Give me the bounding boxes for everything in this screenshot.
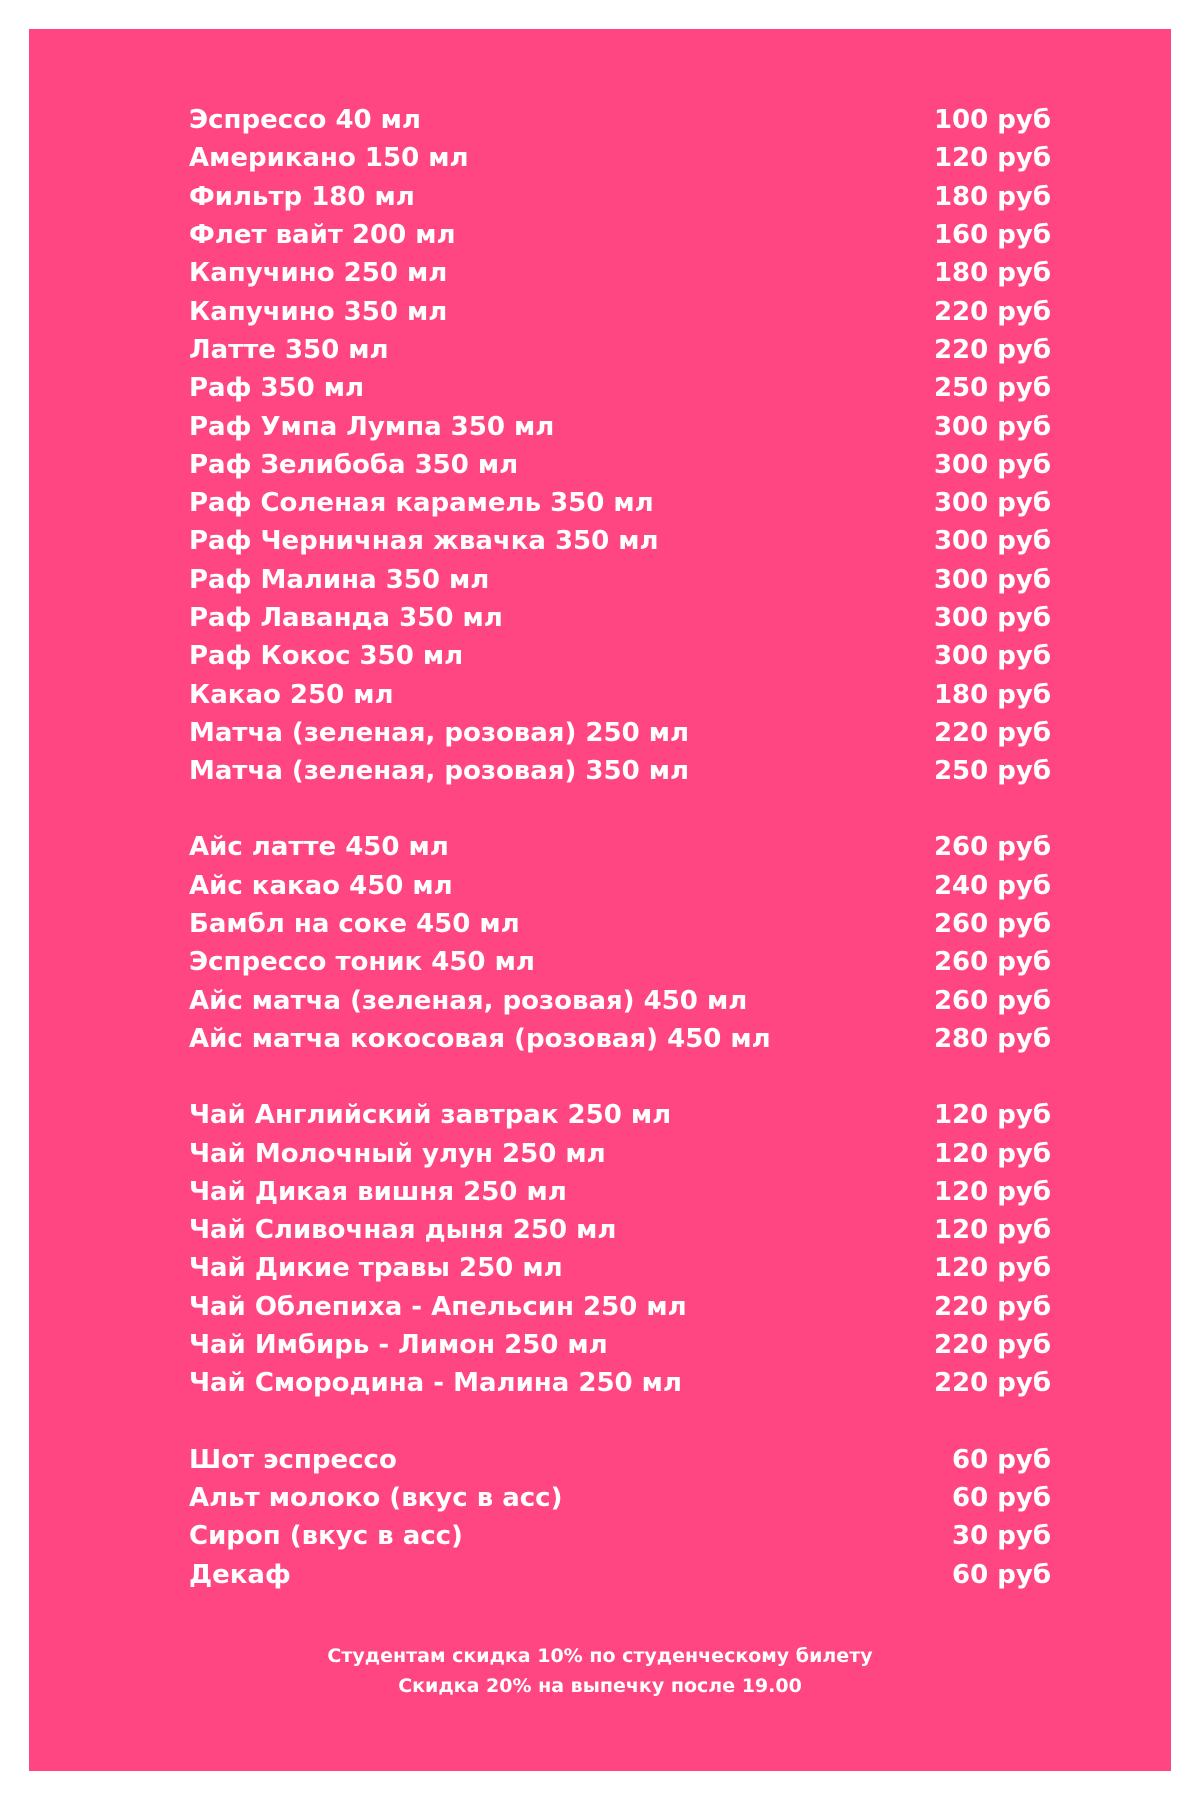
menu-item <box>189 178 1051 216</box>
menu-item <box>189 561 1051 599</box>
item-price: 280 руб <box>933 1023 1051 1054</box>
item-name: Матча (зеленая, розовая) 350 мл <box>189 756 690 787</box>
item-price: 60 руб <box>952 1444 1051 1475</box>
menu-item <box>189 139 1051 177</box>
menu-item <box>189 1288 1051 1326</box>
menu-item <box>189 637 1051 675</box>
item-price: 120 руб <box>933 143 1051 174</box>
item-price: 120 руб <box>933 1253 1051 1284</box>
menu-item <box>189 1479 1051 1517</box>
menu-list <box>189 101 1051 1594</box>
item-price: 220 руб <box>933 717 1051 748</box>
item-price: 260 руб <box>933 832 1051 863</box>
menu-item <box>189 254 1051 292</box>
item-name: Раф Умпа Лумпа 350 мл <box>189 411 555 442</box>
item-name: Раф Соленая карамель 350 мл <box>189 488 654 519</box>
item-name: Чай Смородина - Малина 250 мл <box>189 1368 682 1399</box>
item-name: Чай Имбирь - Лимон 250 мл <box>189 1330 608 1361</box>
menu-item <box>189 982 1051 1020</box>
menu-item <box>189 1134 1051 1172</box>
student-discount-note: Студентам скидка 10% по студенческому билету <box>327 1645 873 1667</box>
item-name: Чай Дикие травы 250 мл <box>189 1253 563 1284</box>
item-price: 260 руб <box>933 985 1051 1016</box>
menu-item <box>189 905 1051 943</box>
item-price: 60 руб <box>952 1559 1051 1590</box>
item-name: Капучино 250 мл <box>189 258 448 289</box>
pastry-discount-note: Скидка 20% на выпечку после 19.00 <box>398 1675 802 1697</box>
item-price: 220 руб <box>933 296 1051 327</box>
menu-item <box>189 1211 1051 1249</box>
item-name: Айс матча (зеленая, розовая) 450 мл <box>189 985 748 1016</box>
menu-item <box>189 943 1051 981</box>
item-name: Альт молоко (вкус в асс) <box>189 1482 563 1513</box>
item-name: Флет вайт 200 мл <box>189 220 456 251</box>
item-name: Раф Кокос 350 мл <box>189 641 464 672</box>
menu-board <box>29 29 1171 1771</box>
menu-item <box>189 599 1051 637</box>
item-price: 300 руб <box>933 564 1051 595</box>
item-name: Чай Английский завтрак 250 мл <box>189 1100 672 1131</box>
item-price: 250 руб <box>933 756 1051 787</box>
item-price: 220 руб <box>933 1330 1051 1361</box>
item-price: 180 руб <box>933 258 1051 289</box>
menu-item <box>189 292 1051 330</box>
section-extras <box>189 1441 1051 1594</box>
item-name: Раф 350 мл <box>189 373 365 404</box>
menu-item <box>189 407 1051 445</box>
item-name: Матча (зеленая, розовая) 250 мл <box>189 717 690 748</box>
menu-item <box>189 446 1051 484</box>
menu-item <box>189 1517 1051 1555</box>
item-name: Айс латте 450 мл <box>189 832 449 863</box>
item-name: Какао 250 мл <box>189 679 394 710</box>
menu-item <box>189 1326 1051 1364</box>
item-name: Раф Черничная жвачка 350 мл <box>189 526 659 557</box>
item-name: Чай Молочный улун 250 мл <box>189 1138 606 1169</box>
footer-notes <box>29 1641 1171 1701</box>
item-price: 220 руб <box>933 334 1051 365</box>
item-price: 300 руб <box>933 411 1051 442</box>
item-price: 260 руб <box>933 947 1051 978</box>
menu-item <box>189 484 1051 522</box>
item-name: Декаф <box>189 1559 291 1590</box>
item-name: Айс какао 450 мл <box>189 870 453 901</box>
menu-item <box>189 867 1051 905</box>
item-price: 300 руб <box>933 526 1051 557</box>
menu-item <box>189 369 1051 407</box>
menu-item <box>189 101 1051 139</box>
menu-item <box>189 1555 1051 1593</box>
item-price: 160 руб <box>933 220 1051 251</box>
item-name: Айс матча кокосовая (розовая) 450 мл <box>189 1023 771 1054</box>
item-name: Эспрессо тоник 450 мл <box>189 947 535 978</box>
item-price: 300 руб <box>933 488 1051 519</box>
item-name: Раф Зелибоба 350 мл <box>189 449 519 480</box>
item-price: 220 руб <box>933 1291 1051 1322</box>
item-price: 120 руб <box>933 1138 1051 1169</box>
item-name: Капучино 350 мл <box>189 296 448 327</box>
item-price: 180 руб <box>933 679 1051 710</box>
item-name: Фильтр 180 мл <box>189 181 415 212</box>
menu-item <box>189 1249 1051 1287</box>
section-tea <box>189 1096 1051 1402</box>
item-price: 120 руб <box>933 1100 1051 1131</box>
menu-item <box>189 522 1051 560</box>
item-price: 220 руб <box>933 1368 1051 1399</box>
menu-item <box>189 331 1051 369</box>
item-name: Американо 150 мл <box>189 143 469 174</box>
menu-item <box>189 1364 1051 1402</box>
item-price: 60 руб <box>952 1482 1051 1513</box>
item-price: 260 руб <box>933 909 1051 940</box>
item-name: Латте 350 мл <box>189 334 389 365</box>
menu-item <box>189 1096 1051 1134</box>
section-iced-drinks <box>189 828 1051 1058</box>
menu-item <box>189 714 1051 752</box>
menu-item <box>189 828 1051 866</box>
item-name: Эспрессо 40 мл <box>189 105 421 136</box>
item-name: Сироп (вкус в асс) <box>189 1521 463 1552</box>
item-name: Чай Дикая вишня 250 мл <box>189 1176 567 1207</box>
item-price: 300 руб <box>933 641 1051 672</box>
item-price: 120 руб <box>933 1215 1051 1246</box>
item-name: Шот эспрессо <box>189 1444 397 1475</box>
menu-item <box>189 1020 1051 1058</box>
item-price: 300 руб <box>933 603 1051 633</box>
item-price: 120 руб <box>933 1176 1051 1207</box>
item-name: Чай Сливочная дыня 250 мл <box>189 1215 617 1246</box>
item-price: 300 руб <box>933 449 1051 480</box>
item-price: 180 руб <box>933 181 1051 212</box>
item-name: Чай Облепиха - Апельсин 250 мл <box>189 1291 687 1322</box>
section-hot-drinks <box>189 101 1051 790</box>
menu-item <box>189 675 1051 713</box>
item-name: Раф Лаванда 350 мл <box>189 603 503 633</box>
item-price: 250 руб <box>933 373 1051 404</box>
menu-item <box>189 1173 1051 1211</box>
menu-item <box>189 1441 1051 1479</box>
item-price: 100 руб <box>933 105 1051 136</box>
item-name: Бамбл на соке 450 мл <box>189 909 520 940</box>
item-name: Раф Малина 350 мл <box>189 564 490 595</box>
item-price: 240 руб <box>933 870 1051 901</box>
menu-item <box>189 216 1051 254</box>
menu-item <box>189 752 1051 790</box>
item-price: 30 руб <box>952 1521 1051 1552</box>
